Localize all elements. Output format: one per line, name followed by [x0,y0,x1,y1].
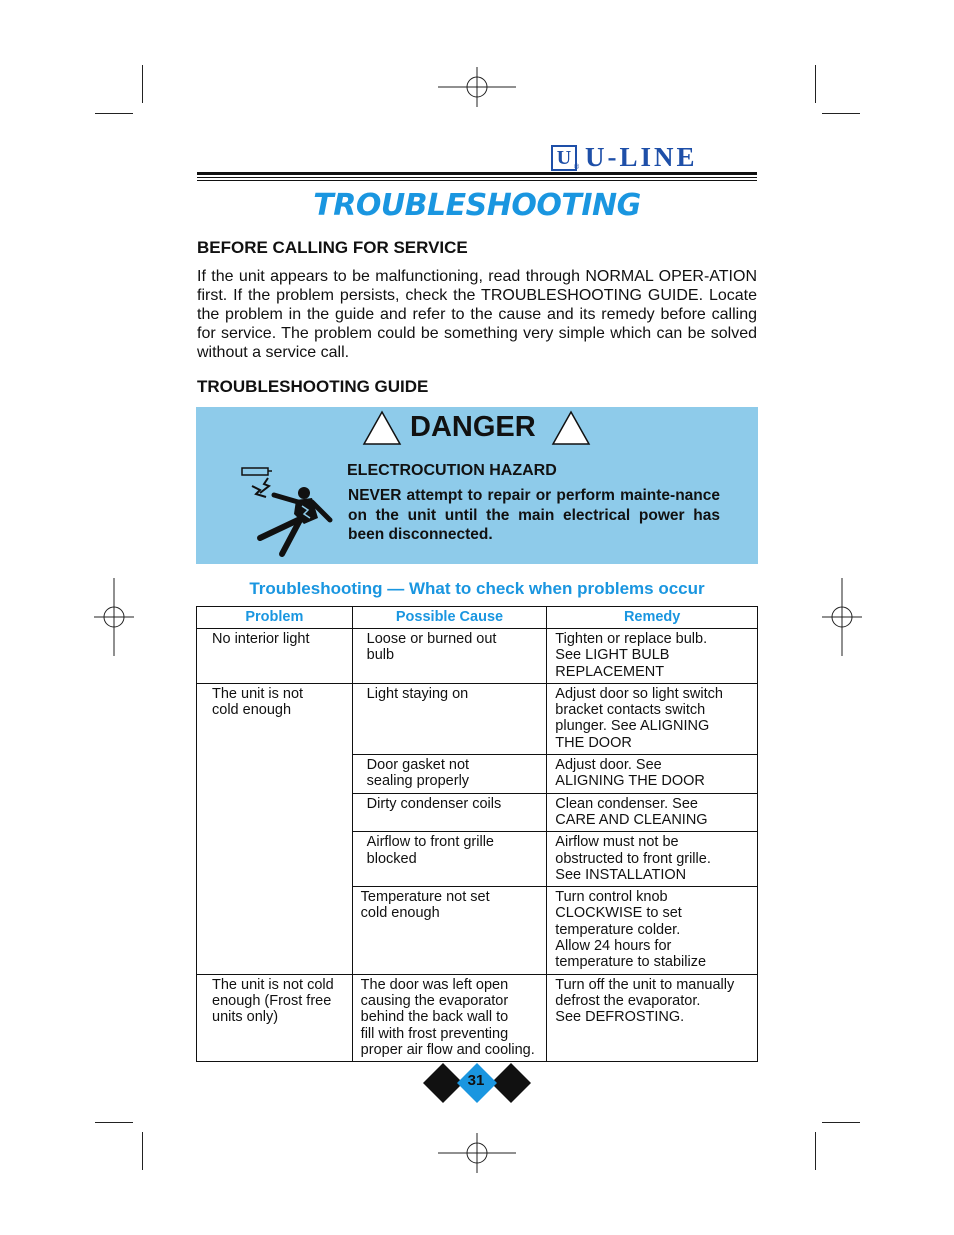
crop-mark [142,65,143,103]
problem-cell: The unit is not cold enough (Frost free units only) [197,974,353,1061]
header-cause: Possible Cause [352,607,547,629]
remedy-cell: Turn off the unit to manually defrost the evaporator. See DEFROSTING. [547,974,758,1061]
table-row [197,974,758,1061]
troubleshooting-table [196,606,758,1062]
remedy-cell: Turn control knob CLOCKWISE to set temperature colder. Allow 24 hours for temperature to stabilize [547,887,758,974]
crop-mark [95,113,133,114]
cause-cell: Light staying on [352,683,547,754]
danger-label: DANGER [410,411,536,443]
page-title: TROUBLESHOOTING [313,188,641,223]
table-header-row [197,607,758,629]
problem-cell: The unit is not cold enough [197,683,353,974]
registration-target-icon [94,578,134,656]
cause-cell: Door gasket not sealing properly [352,755,547,794]
hazard-title: ELECTROCUTION HAZARD [347,462,557,479]
cause-cell: Airflow to front grille blocked [352,832,547,887]
cause-cell: Temperature not set cold enough [352,887,547,974]
table-title: Troubleshooting — What to check when problems occur [249,579,705,598]
crop-mark [822,113,860,114]
header-problem: Problem [197,607,353,629]
warning-triangle-icon [362,410,402,446]
cause-cell: Loose or burned out bulb [352,629,547,684]
electrocution-hazard-icon [238,464,338,559]
registered-mark: ® [574,164,580,171]
header-remedy: Remedy [547,607,758,629]
header-rule [197,172,757,175]
crop-mark [142,1132,143,1170]
hazard-text: NEVER attempt to repair or perform mainte-nance on the unit until the main electrical power has been disconnected. [348,487,720,543]
crop-mark [815,65,816,103]
table-row [197,683,758,754]
cause-cell: The door was left open causing the evaporator behind the back wall to fill with frost preventing proper air flow and cooling. [352,974,547,1061]
guide-heading: TROUBLESHOOTING GUIDE [197,377,429,396]
crop-mark [822,1122,860,1123]
problem-cell: No interior light [197,629,353,684]
header-rule [197,180,757,181]
table-row [197,629,758,684]
registration-target-icon [822,578,862,656]
remedy-cell: Adjust door so light switch bracket contacts switch plunger. See ALIGNING THE DOOR [547,683,758,754]
header-rule [197,177,757,178]
registration-target-icon [438,1133,516,1173]
crop-mark [815,1132,816,1170]
remedy-cell: Tighten or replace bulb. See LIGHT BULB REPLACEMENT [547,629,758,684]
before-calling-body: If the unit appears to be malfunctioning, read through NORMAL OPER-ATION first. If the problem persists, check the TROUBLESHOOTING GUIDE. Locate the problem in the guide and refer to the cause and its remedy before calling for service. The problem could be something very simple which can be solved without a service call. [197,268,757,361]
crop-mark [95,1122,133,1123]
logo-mark-letter: U [556,146,572,169]
warning-triangle-icon [551,410,591,446]
brand-logo [551,142,698,173]
before-calling-heading: BEFORE CALLING FOR SERVICE [197,238,468,257]
remedy-cell: Clean condenser. See CARE AND CLEANING [547,793,758,832]
cause-cell: Dirty condenser coils [352,793,547,832]
remedy-cell: Airflow must not be obstructed to front grille. See INSTALLATION [547,832,758,887]
registration-target-icon [438,67,516,107]
page-number: 31 [467,1072,485,1089]
brand-name: U-LINE [585,142,698,172]
remedy-cell: Adjust door. See ALIGNING THE DOOR [547,755,758,794]
